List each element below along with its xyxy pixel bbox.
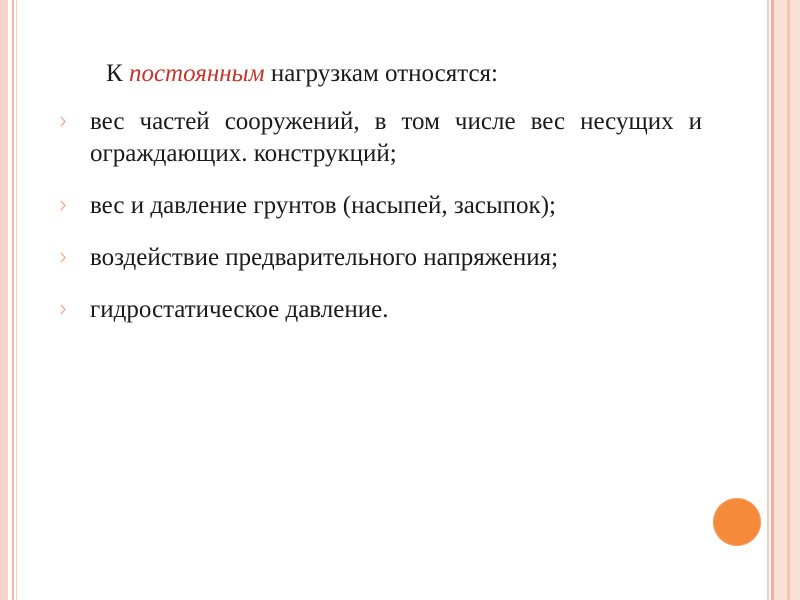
chevron-right-icon bbox=[60, 200, 66, 211]
bullet-text: гидростатическое давление. bbox=[90, 296, 389, 323]
heading-accent-word: постоянным bbox=[128, 60, 265, 87]
left-border-band bbox=[0, 0, 8, 600]
heading-suffix: нагрузкам относятся: bbox=[264, 60, 499, 87]
right-border-line-inner bbox=[787, 0, 790, 600]
heading-prefix: К bbox=[106, 60, 129, 87]
bullet-item bbox=[60, 106, 702, 170]
right-border-line bbox=[771, 0, 774, 600]
bullet-item bbox=[60, 242, 702, 274]
chevron-right-icon bbox=[60, 116, 66, 127]
bullet-list bbox=[60, 106, 702, 326]
bullet-item bbox=[60, 190, 702, 222]
right-border-line-thin bbox=[767, 0, 769, 600]
bullet-text: воздействие предварительного напряжения; bbox=[90, 244, 559, 271]
slide-heading bbox=[106, 58, 702, 90]
bullet-text: вес частей сооружений, в том числе вес несущих и ограждающих. конструкций; bbox=[90, 108, 702, 167]
slide-content bbox=[60, 58, 702, 346]
left-border-line bbox=[12, 0, 14, 600]
chevron-right-icon bbox=[60, 304, 66, 315]
bullet-item bbox=[60, 294, 702, 326]
left-border-line-thin bbox=[16, 0, 17, 600]
orange-circle-decoration bbox=[713, 498, 761, 546]
bullet-text: вес и давление грунтов (насыпей, засыпок); bbox=[90, 192, 556, 219]
chevron-right-icon bbox=[60, 252, 66, 263]
